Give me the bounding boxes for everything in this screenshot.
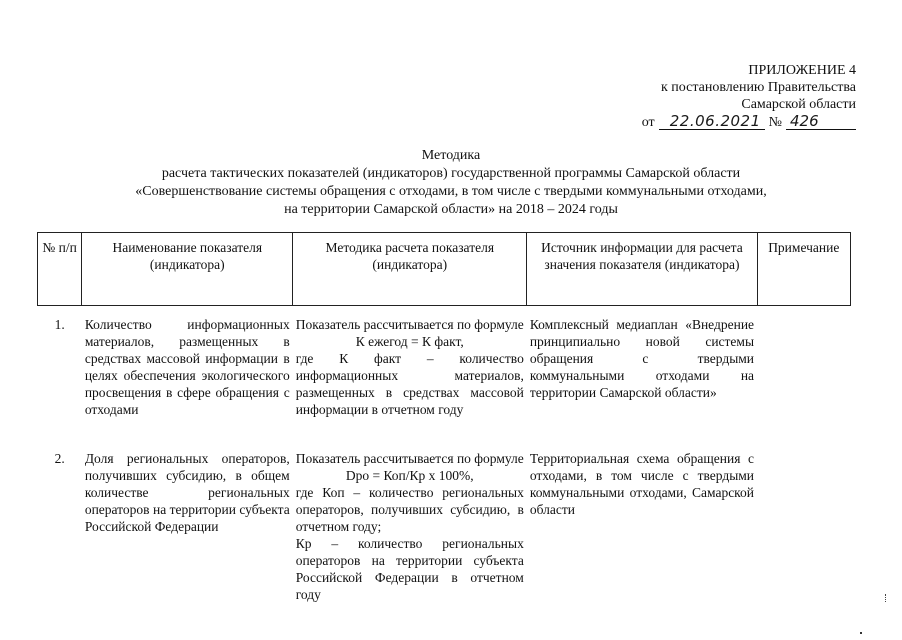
heading-line-2: расчета тактических показателей (индикаторов) государственной программы Самарской области	[161, 166, 741, 181]
method-description: где К факт – количество информационных материалов, размещенных в средствах массовой информации в отчетном году	[295, 351, 524, 417]
row-source: Комплексный медиаплан «Внедрение принципиально новой системы обращения с твердыми коммунальными отходами на территории Самарской области»	[529, 317, 755, 400]
row-method	[293, 306, 527, 438]
number-prefix: №	[768, 115, 782, 130]
document-heading	[0, 147, 902, 219]
header-note: Примечание	[757, 233, 850, 306]
method-formula: К ежегод = К факт,	[355, 334, 464, 349]
row-note	[757, 306, 850, 438]
appendix-line-1: к постановлению Правительства	[660, 80, 856, 95]
row-indicator-name: Доля региональных операторов, получивших субсидию, в общем количестве региональных операторов на территории субъекта Российской Федерации	[84, 451, 290, 534]
appendix-date-line	[596, 113, 856, 131]
appendix-line-2: Самарской области	[741, 97, 856, 112]
row-method	[293, 437, 527, 603]
row-note	[757, 437, 850, 603]
table-row	[38, 306, 851, 438]
row-number: 2.	[54, 451, 65, 466]
heading-line-3: «Совершенствование системы обращения с отходами, в том числе с твердыми коммунальными отходами,	[135, 184, 767, 199]
heading-line-4: на территории Самарской области» на 2018 – 2024 годы	[284, 202, 618, 217]
header-method: Методика расчета показателя (индикатора)	[293, 233, 527, 306]
method-formula: Dро = Коп/Кр x 100%,	[345, 468, 474, 483]
method-intro: Показатель рассчитывается по формуле	[295, 451, 524, 466]
scan-edge-mark	[885, 594, 888, 602]
method-intro: Показатель рассчитывается по формуле	[295, 317, 524, 332]
table-row	[38, 437, 851, 603]
row-indicator-name: Количество информационных материалов, размещенных в средствах массовой информации в целях обеспечения экологического просвещения в сфере обращения с отходами	[84, 317, 290, 417]
handwritten-number: 426	[786, 113, 856, 130]
header-indicator-name: Наименование показателя (индикатора)	[82, 233, 293, 306]
date-prefix: от	[641, 115, 655, 130]
appendix-title: ПРИЛОЖЕНИЕ 4	[748, 63, 856, 78]
header-number: № п/п	[38, 233, 82, 306]
method-description-2: Кр – количество региональных операторов на территории субъекта Российской Федерации в отчетном году	[295, 536, 524, 602]
table-header-row	[38, 233, 851, 306]
method-description: где Коп – количество региональных операторов, получивших субсидию, в отчетном году;	[295, 485, 524, 534]
handwritten-date: 22.06.2021	[659, 113, 765, 130]
scan-dot	[860, 632, 862, 634]
row-source: Территориальная схема обращения с отходами, в том числе с твердыми коммунальными отходами, Самарской области	[529, 451, 755, 517]
indicators-table	[37, 232, 851, 603]
heading-line-1: Методика	[421, 148, 481, 163]
row-number: 1.	[54, 317, 65, 332]
header-source: Источник информации для расчета значения показателя (индикатора)	[527, 233, 757, 306]
appendix-block	[596, 62, 856, 131]
